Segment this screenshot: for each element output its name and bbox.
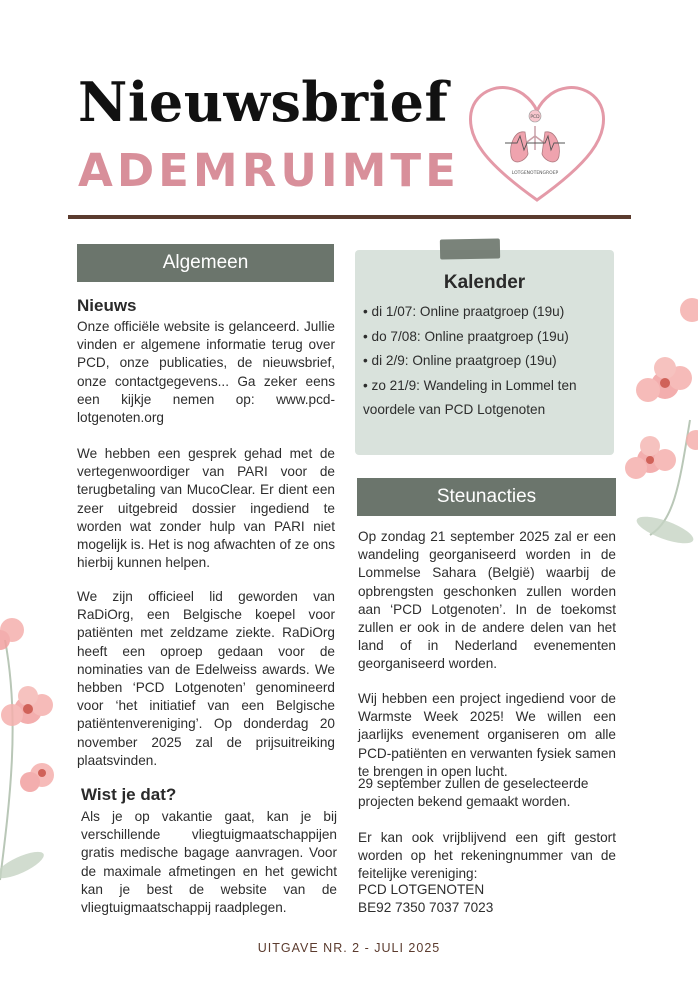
steunacties-paragraph-gift: Er kan ook vrijblijvend een gift gestort worden op het rekeningnummer van de feitelijke vereniging: — [358, 830, 616, 882]
nieuws-paragraph-website: Onze officiële website is gelanceerd. Jullie vinden er algemene informatie terug over PCD, onze publicaties, de nieuwsbrief, onze contactgegevens... Ga zeker eens een kijkje nemen op: www.pcd-lotgenoten.org — [77, 319, 335, 426]
calendar-item: • di 1/07: Online praatgroep (19u) — [363, 304, 565, 319]
flowers-right-decoration — [620, 290, 698, 590]
footer-edition: UITGAVE NR. 2 - JULI 2025 — [257, 941, 441, 955]
calendar-title: Kalender — [443, 272, 526, 293]
flowers-left-decoration — [0, 600, 60, 900]
newsletter-subtitle: ADEMRUIMTE — [78, 144, 460, 197]
calendar-item: • zo 21/9: Wandeling in Lommel ten voordele van PCD Lotgenoten — [363, 377, 577, 417]
nieuws-paragraph-pari: We hebben een gesprek gehad met de vertegenwoordiger van PARI voor de terugbetaling van MucoClear. Er dient een zeer uitgebreid dossier ingediend te worden wat zonder hulp van PARI niet mogelijk is. Het is nog afwachten of ze ons hierbij kunnen helpen. — [77, 446, 335, 571]
steunacties-paragraph-warmste-week: Wij hebben een project ingediend voor de Warmste Week 2025! We willen een jaarlijks evenement organiseren om alle PCD-patiënten en verwanten fysiek samen te brengen in open lucht. — [358, 691, 616, 779]
section-header-steunacties: Steunacties — [357, 478, 616, 516]
calendar-tape — [440, 238, 500, 259]
account-number: BE92 7350 7037 7023 — [358, 900, 494, 915]
newsletter-title: Nieuwsbrief — [78, 70, 449, 134]
logo-text-bottom: LOTGENOTENGROEP — [511, 171, 559, 176]
heart-logo — [465, 78, 610, 208]
wist-je-dat-heading: Wist je dat? — [81, 785, 177, 804]
nieuws-heading: Nieuws — [77, 296, 137, 315]
calendar-list — [363, 300, 611, 423]
calendar-item: • do 7/08: Online praatgroep (19u) — [363, 328, 569, 344]
section-header-algemeen: Algemeen — [77, 244, 334, 282]
logo-text-top: PCD — [530, 115, 540, 120]
calendar-item: • di 2/9: Online praatgroep (19u) — [363, 353, 557, 368]
steunacties-paragraph-wandeling: Op zondag 21 september 2025 zal er een wandeling georganiseerd worden in de Lommelse Sahara (België) waarbij de opbrengsten geschonken zullen worden aan ‘PCD Lotgenoten’. In de toekomst zullen er ook in de andere delen van het land of in Nederland evenementen georganiseerd worden. — [358, 529, 616, 672]
nieuws-paragraph-radiorg: We zijn officieel lid geworden van RaDiOrg, een Belgische koepel voor patiënten met zeldzame ziekte. RaDiOrg heeft een oproep gedaan voor de nominaties van de Edelweiss awards. We hebben ‘PCD Lotgenoten’ genomineerd voor ‘het initiatief van een Belgische patiëntenvereniging’. Op donderdag 20 november 2025 zal de prijsuitreiking plaatsvinden. — [77, 589, 335, 768]
steunacties-paragraph-selectie: 29 september zullen de geselecteerde projecten bekend gemaakt worden. — [358, 776, 589, 810]
wist-je-dat-paragraph: Als je op vakantie gaat, kan je bij verschillende vliegtuigmaatschappijen gratis medische bagage aanvragen. Voor de maximale afmetingen en het gewicht kan je best de website van de vliegtuigmaatschappij raadplegen. — [81, 809, 337, 916]
header-divider — [68, 215, 631, 219]
account-name: PCD LOTGENOTEN — [358, 882, 485, 897]
